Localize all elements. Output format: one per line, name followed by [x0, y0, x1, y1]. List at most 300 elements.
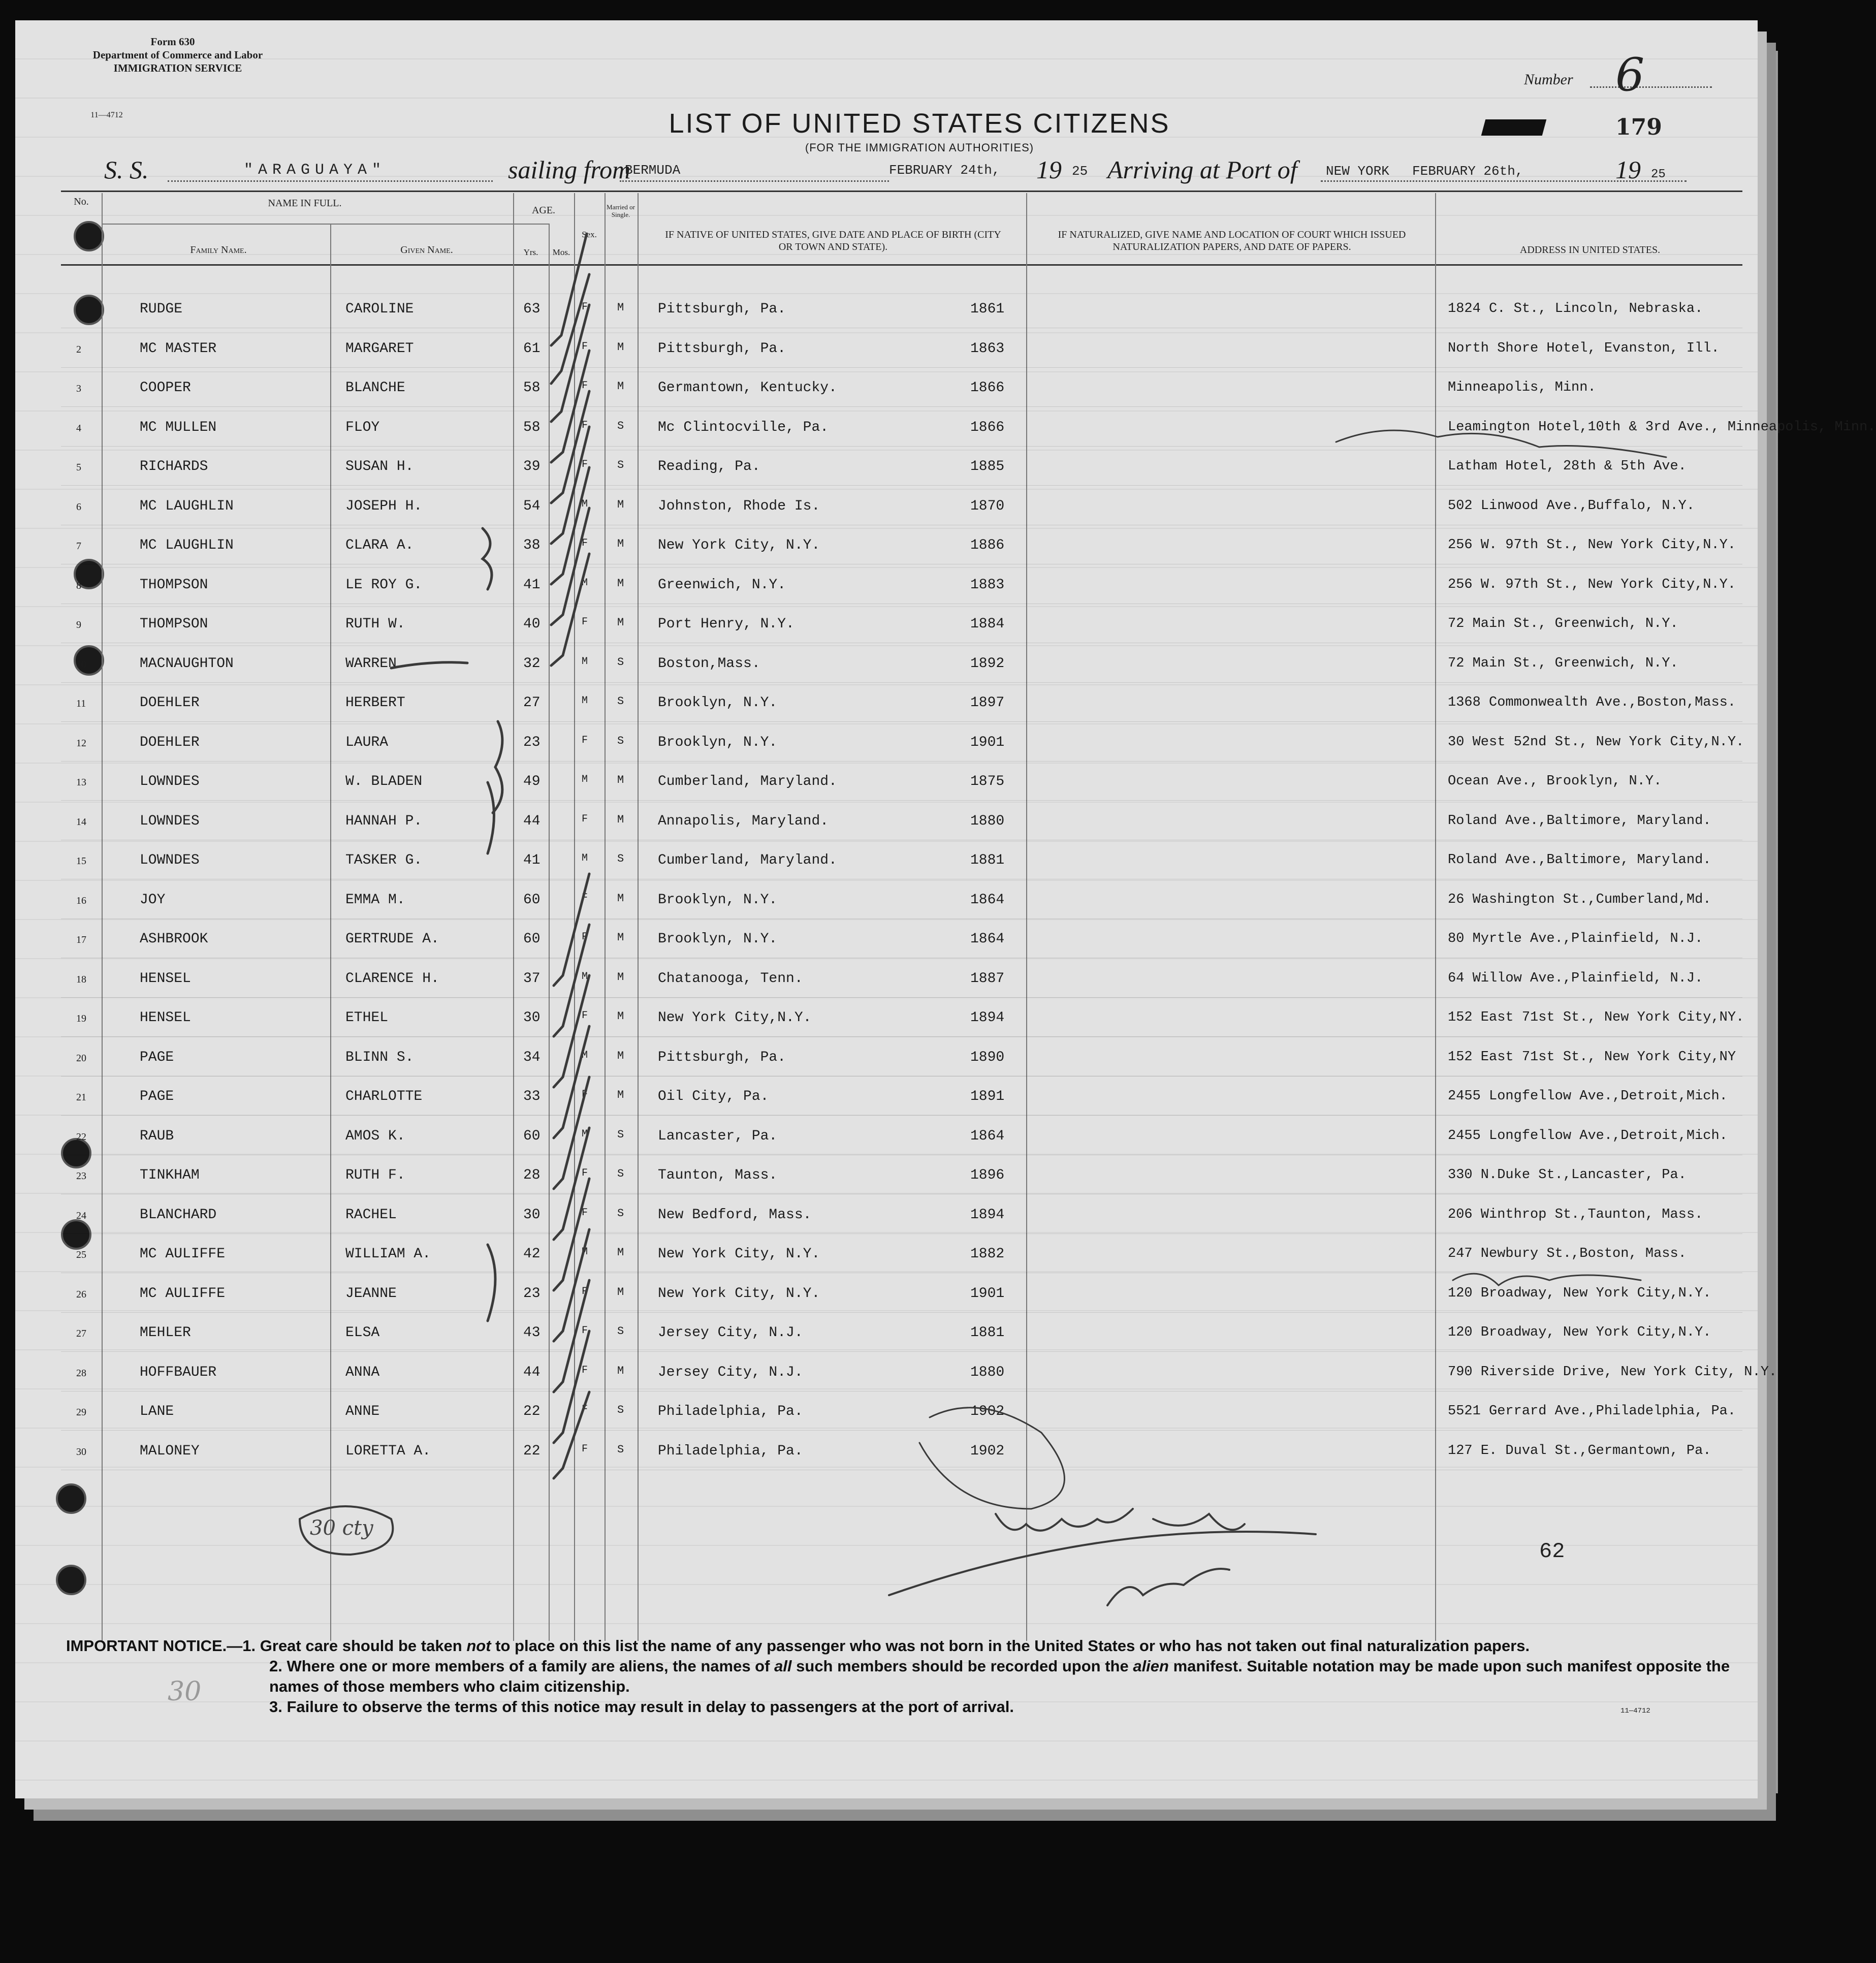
age-cell: 30 — [523, 1207, 540, 1223]
important-notice — [66, 1636, 1742, 1717]
year-prefix-1: 19 — [1036, 155, 1062, 184]
marital-status-cell: M — [617, 616, 624, 629]
header-yrs: Yrs. — [523, 247, 538, 257]
sailing-label: sailing from — [508, 155, 631, 184]
family-name-cell: PAGE — [140, 1089, 174, 1104]
service-name: IMMIGRATION SERVICE — [113, 62, 242, 74]
birth-year-cell: 1883 — [970, 577, 1005, 593]
address-cell: 206 Winthrop St.,Taunton, Mass. — [1448, 1207, 1703, 1222]
birthplace-cell: New York City, N.Y. — [658, 1246, 820, 1262]
sex-cell: F — [582, 1443, 588, 1455]
sex-cell: F — [582, 301, 588, 313]
sex-cell: M — [582, 970, 588, 983]
margin-note-stroke — [1453, 1274, 1641, 1285]
birthplace-cell: Cumberland, Maryland. — [658, 852, 837, 868]
family-name-cell: MC AULIFFE — [140, 1246, 226, 1262]
birth-year-cell: 1891 — [970, 1089, 1005, 1104]
birthplace-cell: Brooklyn, N.Y. — [658, 695, 778, 711]
address-cell: 256 W. 97th St., New York City,N.Y. — [1448, 577, 1736, 592]
family-name-cell: LOWNDES — [140, 813, 200, 829]
address-cell: 127 E. Duval St.,Germantown, Pa. — [1448, 1443, 1711, 1459]
family-name-cell: MC MASTER — [140, 340, 217, 357]
birthplace-cell: Pittsburgh, Pa. — [658, 301, 786, 317]
family-name-cell: HOFFBAUER — [140, 1364, 217, 1380]
address-cell: 152 East 71st St., New York City,NY — [1448, 1049, 1736, 1065]
page-title: LIST OF UNITED STATES CITIZENS — [669, 108, 1170, 139]
family-name-cell: MEHLER — [140, 1325, 191, 1341]
birth-year-cell: 1894 — [970, 1010, 1005, 1026]
birthplace-cell: Brooklyn, N.Y. — [658, 892, 778, 908]
notice-text: 3. Failure to observe the terms of this notice may result in delay to passengers at the port of arrival. — [269, 1698, 1014, 1716]
address-cell: North Shore Hotel, Evanston, Ill. — [1448, 340, 1720, 356]
birth-year-cell: 1901 — [970, 1285, 1005, 1302]
birthplace-cell: Pittsburgh, Pa. — [658, 340, 786, 357]
birth-year-cell: 1861 — [970, 301, 1005, 317]
birth-year-cell: 1880 — [970, 813, 1005, 829]
number-label: Number — [1524, 71, 1573, 88]
notice-emphasis: all — [774, 1657, 792, 1675]
address-cell: 152 East 71st St., New York City,NY. — [1448, 1010, 1744, 1025]
marital-status-cell: M — [617, 301, 624, 314]
address-cell: 1824 C. St., Lincoln, Nebraska. — [1448, 301, 1703, 316]
notice-item-1 — [66, 1636, 1742, 1656]
page-number-annotation: 62 — [1539, 1539, 1565, 1564]
family-name-cell: RICHARDS — [140, 459, 208, 474]
marital-status-cell: M — [617, 577, 624, 590]
birthplace-cell: Chatanooga, Tenn. — [658, 970, 803, 987]
age-cell: 60 — [523, 892, 540, 908]
address-cell: 64 Willow Ave.,Plainfield, N.J. — [1448, 970, 1703, 986]
row-number: 3 — [76, 383, 81, 394]
age-cell: 23 — [523, 734, 540, 750]
header-age: AGE. — [531, 205, 556, 216]
sex-cell: F — [582, 1167, 588, 1179]
row-number: 21 — [76, 1092, 86, 1103]
family-name-cell: MC MULLEN — [140, 419, 217, 435]
bracket-mark — [488, 1245, 495, 1321]
age-cell: 60 — [523, 1128, 540, 1144]
age-cell: 22 — [523, 1443, 540, 1459]
sex-cell: F — [582, 380, 588, 392]
birthplace-cell: Philadelphia, Pa. — [658, 1404, 803, 1419]
row-number: 26 — [76, 1288, 86, 1300]
marital-status-cell: M — [617, 931, 624, 944]
age-cell: 40 — [523, 616, 540, 632]
margin-number-30: 30 — [168, 1676, 202, 1707]
address-cell: 80 Myrtle Ave.,Plainfield, N.J. — [1448, 931, 1703, 946]
birth-year-cell: 1890 — [970, 1049, 1005, 1065]
marital-status-cell: M — [617, 537, 624, 550]
marital-status-cell: M — [617, 1049, 624, 1062]
address-cell: 1368 Commonwealth Ave.,Boston,Mass. — [1448, 695, 1736, 710]
address-cell: Leamington Hotel,10th & 3rd Ave., Minneapolis, Minn. — [1448, 419, 1876, 435]
birthplace-cell: Oil City, Pa. — [658, 1089, 769, 1104]
address-cell: 120 Broadway, New York City,N.Y. — [1448, 1325, 1711, 1340]
family-name-cell: THOMPSON — [140, 616, 208, 632]
given-name-cell: ETHEL — [345, 1010, 389, 1026]
family-name-cell: TINKHAM — [140, 1167, 200, 1183]
marital-status-cell: S — [617, 1128, 624, 1141]
marital-status-cell: M — [617, 774, 624, 786]
family-name-cell: PAGE — [140, 1049, 174, 1065]
age-cell: 34 — [523, 1049, 540, 1065]
address-cell: 502 Linwood Ave.,Buffalo, N.Y. — [1448, 498, 1695, 514]
given-name-cell: RUTH W. — [345, 616, 405, 632]
sex-cell: M — [582, 498, 588, 510]
birthplace-cell: Port Henry, N.Y. — [658, 616, 794, 632]
header-naturalized: IF NATURALIZED, GIVE NAME AND LOCATION OF COURT WHICH ISSUED NATURALIZATION PAPERS, AND DATE OF PAPERS. — [1058, 229, 1406, 252]
sex-cell: M — [582, 1128, 588, 1140]
given-name-cell: W. BLADEN — [345, 774, 423, 789]
marital-status-cell: M — [617, 1246, 624, 1259]
checkmark-column-stroke — [551, 234, 587, 345]
age-cell: 39 — [523, 459, 540, 474]
age-cell: 58 — [523, 380, 540, 396]
row-number: 5 — [76, 462, 81, 473]
sex-cell: F — [582, 892, 588, 904]
sex-cell: F — [582, 459, 588, 470]
birth-year-cell: 1887 — [970, 970, 1005, 987]
birthplace-cell: Greenwich, N.Y. — [658, 577, 786, 593]
checkmark-column-stroke — [551, 554, 589, 666]
birthplace-cell: Germantown, Kentucky. — [658, 380, 837, 396]
marital-status-cell: M — [617, 813, 624, 826]
family-name-cell: JOY — [140, 892, 166, 908]
form-code: 11—4712 — [90, 111, 123, 119]
address-cell: 247 Newbury St.,Boston, Mass. — [1448, 1246, 1687, 1261]
form-number: Form 630 — [150, 36, 195, 48]
ss-label: S. S. — [104, 155, 149, 184]
sex-cell: F — [582, 1285, 588, 1297]
row-number: 17 — [76, 934, 86, 945]
birthplace-cell: Taunton, Mass. — [658, 1167, 778, 1183]
sex-cell: M — [582, 774, 588, 785]
sex-cell: F — [582, 1010, 588, 1022]
given-name-cell: ANNE — [345, 1404, 380, 1419]
age-cell: 22 — [523, 1404, 540, 1419]
marital-status-cell: M — [617, 1285, 624, 1299]
sex-cell: F — [582, 1089, 588, 1100]
birthplace-cell: Philadelphia, Pa. — [658, 1443, 803, 1459]
marital-status-cell: S — [617, 695, 624, 708]
arriving-label: Arriving at Port of — [1107, 155, 1297, 184]
birth-year-cell: 1894 — [970, 1207, 1005, 1223]
family-name-cell: MC AULIFFE — [140, 1285, 226, 1302]
birth-year-cell: 1864 — [970, 1128, 1005, 1144]
bracket-mark — [493, 721, 502, 813]
birthplace-cell: Brooklyn, N.Y. — [658, 734, 778, 750]
marital-status-cell: M — [617, 498, 624, 511]
address-cell: 330 N.Duke St.,Lancaster, Pa. — [1448, 1167, 1687, 1183]
age-cell: 41 — [523, 577, 540, 593]
marital-status-cell: S — [617, 734, 624, 747]
marital-status-cell: M — [617, 970, 624, 984]
birthplace-cell: Boston,Mass. — [658, 655, 760, 672]
marital-status-cell: S — [617, 419, 624, 432]
row-number: 8 — [76, 580, 81, 591]
given-name-cell: EMMA M. — [345, 892, 405, 908]
birthplace-cell: New Bedford, Mass. — [658, 1207, 812, 1223]
birthplace-cell: Brooklyn, N.Y. — [658, 931, 778, 947]
sex-cell: F — [582, 1364, 588, 1376]
age-cell: 43 — [523, 1325, 540, 1341]
age-cell: 30 — [523, 1010, 540, 1026]
sex-cell: M — [582, 852, 588, 864]
checkmark-column-stroke — [554, 874, 589, 986]
given-name-cell: RUTH F. — [345, 1167, 405, 1183]
row-number: 6 — [76, 501, 81, 513]
given-name-cell: JOSEPH H. — [345, 498, 423, 514]
age-cell: 49 — [523, 774, 540, 789]
family-name-cell: COOPER — [140, 380, 191, 396]
checkmark-column-stroke — [551, 305, 589, 422]
header-family-name: Family Name. — [190, 244, 247, 256]
birth-year-cell: 1886 — [970, 537, 1005, 553]
birthplace-cell: New York City, N.Y. — [658, 1285, 820, 1302]
header-given-name: Given Name. — [400, 244, 453, 256]
marital-status-cell: S — [617, 1207, 624, 1220]
given-name-cell: AMOS K. — [345, 1128, 405, 1144]
row-number: 2 — [76, 343, 81, 355]
given-name-cell: LORETTA A. — [345, 1443, 431, 1459]
row-number: 27 — [76, 1328, 86, 1339]
birth-year-cell: 1864 — [970, 892, 1005, 908]
age-cell: 54 — [523, 498, 540, 514]
given-name-cell: BLINN S. — [345, 1049, 414, 1065]
age-cell: 37 — [523, 970, 540, 987]
birth-year-cell: 1881 — [970, 1325, 1005, 1341]
age-cell: 58 — [523, 419, 540, 435]
birth-year-cell: 1881 — [970, 852, 1005, 868]
family-name-cell: RUDGE — [140, 301, 183, 317]
page-stamp: 179 — [1615, 114, 1662, 140]
age-cell: 28 — [523, 1167, 540, 1183]
address-cell: 72 Main St., Greenwich, N.Y. — [1448, 616, 1678, 631]
birthplace-cell: Cumberland, Maryland. — [658, 774, 837, 789]
address-cell: Latham Hotel, 28th & 5th Ave. — [1448, 459, 1687, 474]
given-name-cell: CLARA A. — [345, 537, 414, 553]
signature-stroke — [889, 1532, 1316, 1595]
notice-text: to place on this list the name of any passenger who was not born in the United States or who has not taken out final naturalization papers. — [491, 1637, 1530, 1655]
sex-cell: F — [582, 537, 588, 549]
age-cell: 61 — [523, 340, 540, 357]
given-name-cell: HERBERT — [345, 695, 405, 711]
birth-year-cell: 1880 — [970, 1364, 1005, 1380]
given-name-cell: SUSAN H. — [345, 459, 414, 474]
row-number: 25 — [76, 1249, 86, 1260]
age-cell: 27 — [523, 695, 540, 711]
birth-year-cell: 1892 — [970, 655, 1005, 672]
address-cell: Minneapolis, Minn. — [1448, 380, 1596, 395]
age-cell: 42 — [523, 1246, 540, 1262]
arrive-date: FEBRUARY 26th, — [1412, 164, 1523, 179]
given-name-cell: HANNAH P. — [345, 813, 423, 829]
address-cell: 5521 Gerrard Ave.,Philadelphia, Pa. — [1448, 1404, 1736, 1419]
birth-year-cell: 1875 — [970, 774, 1005, 789]
birth-year-cell: 1863 — [970, 340, 1005, 357]
given-name-cell: CAROLINE — [345, 301, 414, 317]
port-to: NEW YORK — [1326, 164, 1389, 179]
marital-status-cell: S — [617, 1404, 624, 1416]
family-name-cell: MC LAUGHLIN — [140, 537, 234, 553]
address-cell: Roland Ave.,Baltimore, Maryland. — [1448, 852, 1711, 868]
birth-year-cell: 1902 — [970, 1443, 1005, 1459]
birth-year-cell: 1866 — [970, 419, 1005, 435]
port-from: BERMUDA — [625, 163, 681, 178]
family-name-cell: DOEHLER — [140, 695, 200, 711]
birth-year-cell: 1885 — [970, 459, 1005, 474]
signature-loop — [919, 1408, 1064, 1509]
given-name-cell: BLANCHE — [345, 380, 405, 396]
marital-status-cell: S — [617, 1325, 624, 1338]
family-name-cell: HENSEL — [140, 1010, 191, 1026]
depart-date: FEBRUARY 24th, — [889, 163, 1000, 178]
row-number: 4 — [76, 422, 81, 434]
row-number: 16 — [76, 895, 86, 906]
manifest-page — [15, 20, 1876, 1798]
given-name-cell: RACHEL — [345, 1207, 397, 1223]
family-name-cell: DOEHLER — [140, 734, 200, 750]
sex-cell: F — [582, 931, 588, 943]
given-name-cell: TASKER G. — [345, 852, 423, 868]
family-name-cell: LOWNDES — [140, 852, 200, 868]
sex-cell: M — [582, 1049, 588, 1061]
marital-status-cell: M — [617, 380, 624, 393]
marital-status-cell: M — [617, 340, 624, 354]
department-name: Department of Commerce and Labor — [92, 49, 263, 61]
age-cell: 33 — [523, 1089, 540, 1104]
sex-cell: M — [582, 1246, 588, 1258]
row-number: 20 — [76, 1052, 86, 1064]
birth-year-cell: 1901 — [970, 734, 1005, 750]
family-name-cell: HENSEL — [140, 970, 191, 987]
marital-status-cell: S — [617, 1443, 624, 1456]
marital-status-cell: S — [617, 852, 624, 865]
number-value: 6 — [1615, 48, 1645, 102]
family-name-cell: RAUB — [140, 1128, 174, 1144]
sex-cell: F — [582, 340, 588, 353]
marital-status-cell: M — [617, 1364, 624, 1377]
marital-status-cell: S — [617, 459, 624, 471]
address-cell: 26 Washington St.,Cumberland,Md. — [1448, 892, 1711, 907]
birthplace-cell: Lancaster, Pa. — [658, 1128, 778, 1144]
count-annotation: 30 cty — [310, 1516, 373, 1540]
given-name-cell: JEANNE — [345, 1285, 397, 1302]
family-name-cell: MALONEY — [140, 1443, 200, 1459]
row-number: 18 — [76, 973, 86, 985]
row-number: 9 — [76, 619, 81, 630]
underline-stroke — [391, 662, 467, 668]
notice-text: such members should be recorded upon the — [791, 1657, 1133, 1675]
given-name-cell: FLOY — [345, 419, 380, 435]
given-name-cell: LAURA — [345, 734, 389, 750]
family-name-cell: MACNAUGHTON — [140, 655, 234, 672]
sex-cell: M — [582, 577, 588, 589]
notice-heading: IMPORTANT NOTICE. — [66, 1637, 227, 1655]
family-name-cell: ASHBROOK — [140, 931, 208, 947]
notice-emphasis: alien — [1133, 1657, 1169, 1675]
age-cell: 38 — [523, 537, 540, 553]
marital-status-cell: S — [617, 655, 624, 669]
sex-cell: F — [582, 1325, 588, 1337]
margin-note-stroke — [1336, 430, 1666, 457]
age-cell: 23 — [523, 1285, 540, 1302]
sex-cell: F — [582, 616, 588, 628]
age-cell: 44 — [523, 1364, 540, 1380]
given-name-cell: CLARENCE H. — [345, 970, 439, 987]
row-number: 1 — [76, 304, 81, 315]
notice-item-3 — [66, 1697, 1742, 1717]
sex-cell: F — [582, 1207, 588, 1219]
address-cell: Ocean Ave., Brooklyn, N.Y. — [1448, 774, 1662, 789]
family-name-cell: THOMPSON — [140, 577, 208, 593]
birthplace-cell: Reading, Pa. — [658, 459, 760, 474]
row-number: 24 — [76, 1210, 86, 1221]
notice-item-2 — [66, 1656, 1742, 1697]
notice-text: 2. Where one or more members of a family are aliens, the names of — [269, 1657, 775, 1675]
age-cell: 32 — [523, 655, 540, 672]
sex-cell: F — [582, 734, 588, 746]
birth-year-cell: 1884 — [970, 616, 1005, 632]
address-cell: 2455 Longfellow Ave.,Detroit,Mich. — [1448, 1128, 1728, 1144]
row-number: 28 — [76, 1367, 86, 1379]
family-name-cell: MC LAUGHLIN — [140, 498, 234, 514]
birth-year-cell: 1882 — [970, 1246, 1005, 1262]
address-cell: 30 West 52nd St., New York City,N.Y. — [1448, 734, 1744, 750]
header-address: ADDRESS IN UNITED STATES. — [1519, 244, 1661, 256]
arrive-year: 25 — [1651, 168, 1666, 181]
marital-status-cell: S — [617, 1167, 624, 1180]
row-number: 29 — [76, 1407, 86, 1418]
header-sex: Sex. — [582, 230, 597, 239]
address-cell: 72 Main St., Greenwich, N.Y. — [1448, 655, 1678, 671]
header-no: No. — [74, 196, 89, 207]
initials-stroke — [1153, 1514, 1245, 1530]
row-number: 12 — [76, 737, 86, 749]
handwritten-marks — [15, 20, 1758, 1798]
checkmark-column-stroke — [551, 508, 589, 625]
bracket-mark — [483, 528, 492, 589]
given-name-cell: GERTRUDE A. — [345, 931, 439, 947]
notice-text: manifest. Suitable notation may be made upon such manifest opposite the names of those members who claim citizenship. — [269, 1657, 1730, 1695]
checkmark-column-stroke — [551, 467, 589, 584]
header-mos: Mos. — [552, 247, 570, 257]
sex-cell: F — [582, 813, 588, 825]
address-cell: Roland Ave.,Baltimore, Maryland. — [1448, 813, 1711, 829]
row-number: 22 — [76, 1131, 86, 1143]
birth-year-cell: 1870 — [970, 498, 1005, 514]
header-married-single: Married or Single. — [607, 203, 635, 218]
row-number: 13 — [76, 777, 86, 788]
family-name-cell: LOWNDES — [140, 774, 200, 789]
given-name-cell: ANNA — [345, 1364, 380, 1380]
bracket-mark — [488, 782, 494, 853]
row-number: 30 — [76, 1446, 86, 1458]
row-number: 11 — [76, 698, 86, 709]
given-name-cell: ELSA — [345, 1325, 380, 1341]
birthplace-cell: Johnston, Rhode Is. — [658, 498, 820, 514]
given-name-cell: WARREN — [345, 655, 397, 672]
address-cell: 256 W. 97th St., New York City,N.Y. — [1448, 537, 1736, 553]
age-cell: 60 — [523, 931, 540, 947]
header-name-in-full: NAME IN FULL. — [268, 198, 342, 209]
address-cell: 120 Broadway, New York City,N.Y. — [1448, 1285, 1711, 1301]
given-name-cell: LE ROY G. — [345, 577, 423, 593]
page-subtitle: (FOR THE IMMIGRATION AUTHORITIES) — [805, 141, 1034, 154]
age-cell: 44 — [523, 813, 540, 829]
address-cell: 2455 Longfellow Ave.,Detroit,Mich. — [1448, 1089, 1728, 1104]
initials-stroke — [1107, 1569, 1229, 1605]
